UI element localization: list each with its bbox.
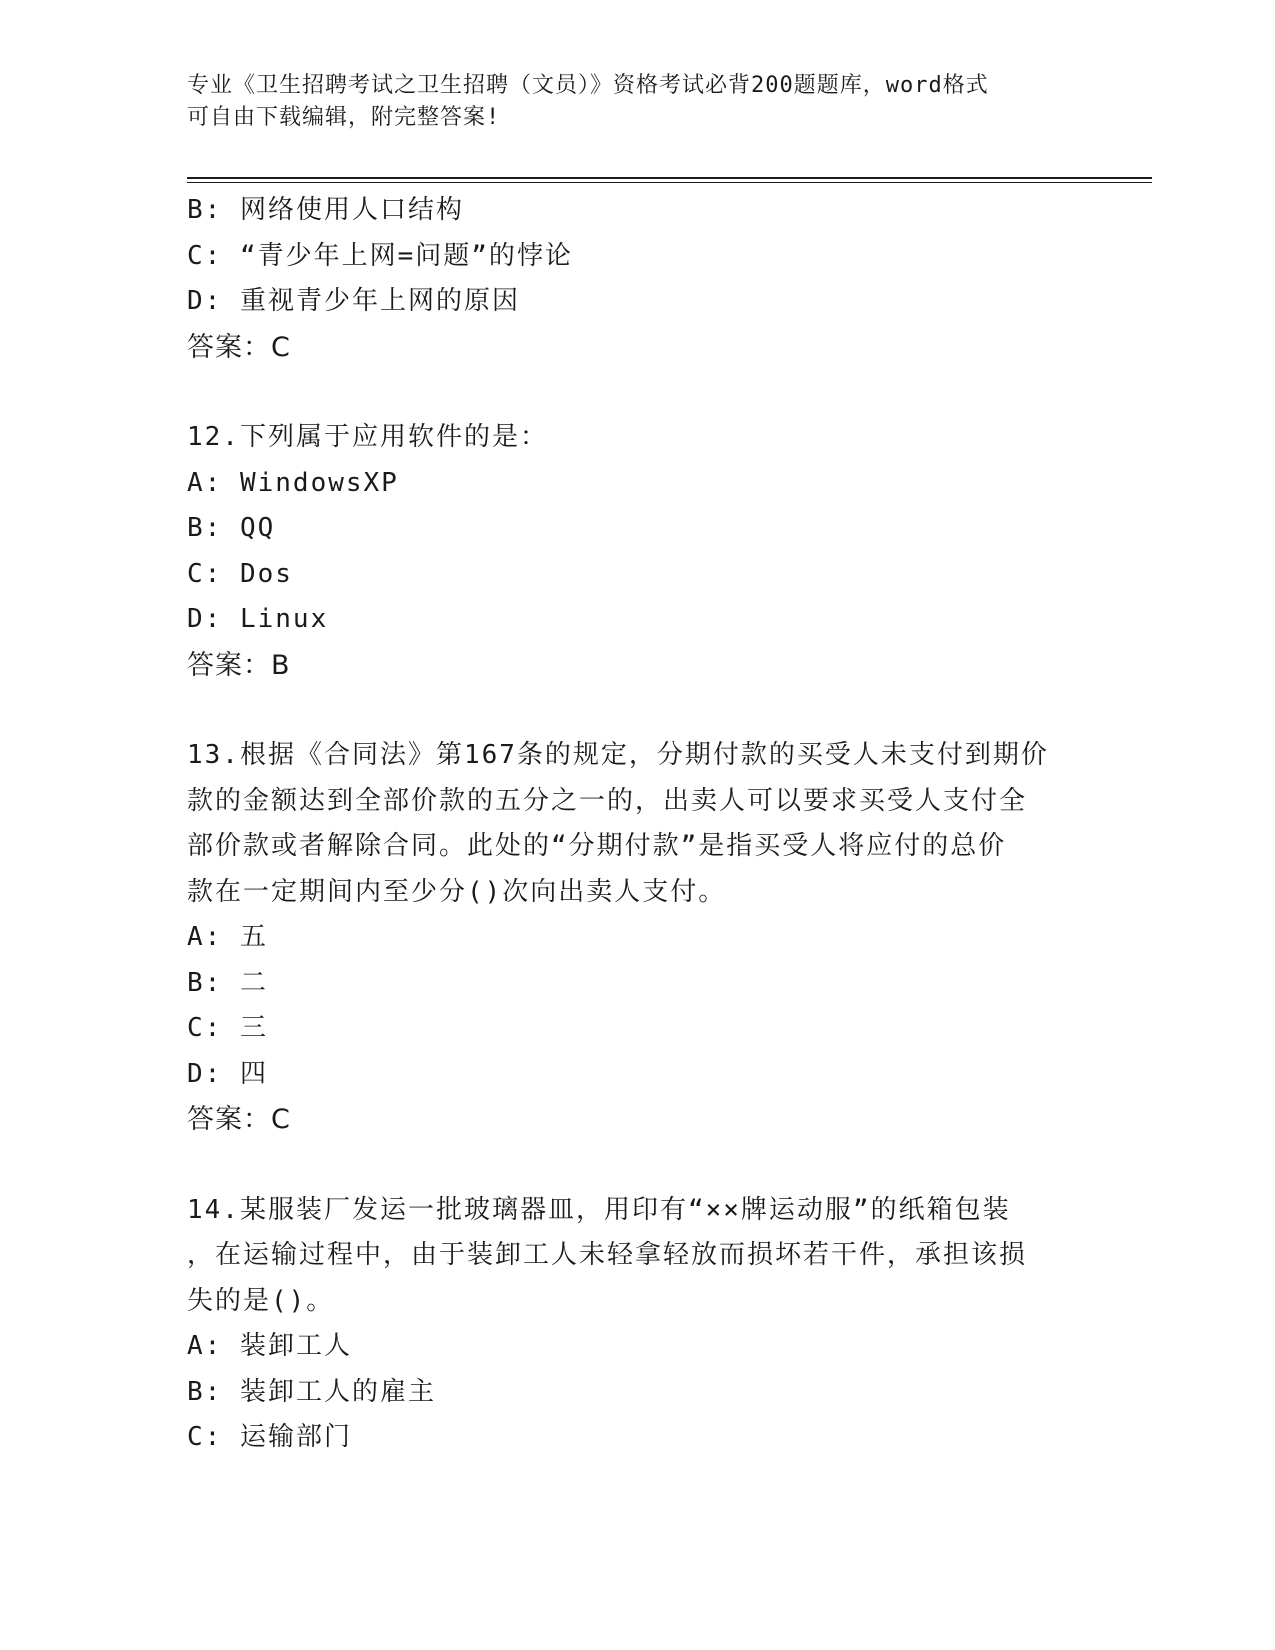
question-text-line: 款在一定期间内至少分()次向出卖人支付。 <box>187 876 727 907</box>
header-line-2: 可自由下载编辑，附完整答案! <box>187 105 501 130</box>
header-line-1: 专业《卫生招聘考试之卫生招聘（文员）》资格考试必背200题题库，word格式 <box>187 73 989 98</box>
question-text-line: 失的是()。 <box>187 1285 335 1316</box>
option-a: A: 装卸工人 <box>187 1331 352 1361</box>
option-b: B: QQ <box>187 513 276 543</box>
option-c: C: “青少年上网=问题”的悖论 <box>187 240 573 271</box>
question-text-line: 部价款或者解除合同。此处的“分期付款”是指买受人将应付的总价 <box>187 831 1007 861</box>
option-b: B: 网络使用人口结构 <box>187 195 464 225</box>
option-d: D: 重视青少年上网的原因 <box>187 286 520 316</box>
header-divider-thin <box>187 182 1152 183</box>
option-c: C: 运输部门 <box>187 1422 352 1452</box>
spacer <box>187 370 1077 415</box>
header-divider-thick <box>187 177 1152 179</box>
answer: 答案：C <box>187 331 291 363</box>
answer: 答案：B <box>187 649 291 681</box>
question-text-line: 款的金额达到全部价款的五分之一的，出卖人可以要求买受人支付全 <box>187 785 1028 816</box>
question-text-line: 13.根据《合同法》第167条的规定，分期付款的买受人未支付到期价 <box>187 740 1049 770</box>
question-list <box>187 188 1077 1461</box>
option-b: B: 二 <box>187 967 268 998</box>
question-11 <box>187 188 1077 370</box>
answer: 答案：C <box>187 1104 291 1135</box>
option-c: C: 三 <box>187 1013 268 1043</box>
option-a: A: WindowsXP <box>187 467 399 498</box>
question-14 <box>187 1188 1077 1461</box>
option-a: A: 五 <box>187 922 268 952</box>
option-d: D: Linux <box>187 604 329 634</box>
spacer <box>187 1143 1077 1188</box>
question-13 <box>187 733 1077 1143</box>
option-c: C: Dos <box>187 558 293 589</box>
question-text: 12.下列属于应用软件的是： <box>187 422 548 452</box>
option-d: D: 四 <box>187 1058 268 1089</box>
document-header <box>187 70 1067 134</box>
question-text-line: ，在运输过程中，由于装卸工人未轻拿轻放而损坏若干件，承担该损 <box>187 1240 1028 1270</box>
option-b: B: 装卸工人的雇主 <box>187 1376 436 1407</box>
question-12 <box>187 415 1077 688</box>
spacer <box>187 688 1077 733</box>
question-text-line: 14.某服装厂发运一批玻璃器皿，用印有“××牌运动服”的纸箱包装 <box>187 1194 1011 1225</box>
